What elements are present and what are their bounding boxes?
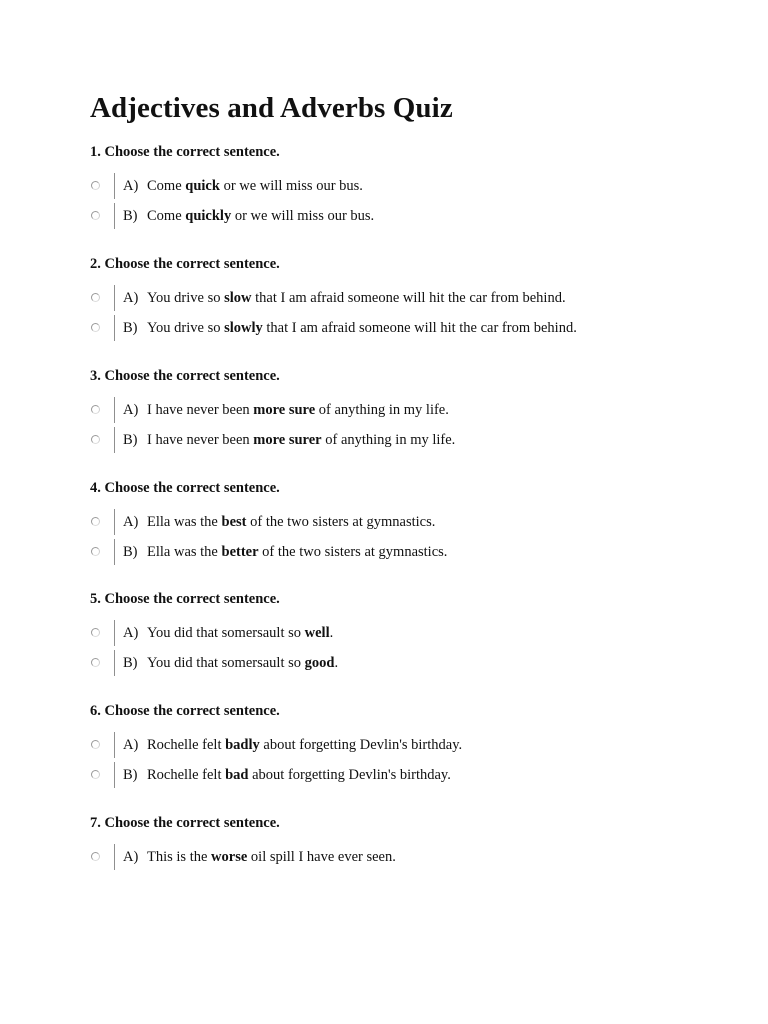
option-text-bold: good [304,655,335,671]
option-2b[interactable] [90,315,730,341]
question-5 [90,590,730,676]
option-text-pre: Come [147,178,186,194]
question-prompt: 1. Choose the correct sentence. [90,144,280,160]
option-text [147,762,451,788]
option-text-bold: badly [225,737,260,753]
option-text [147,732,462,758]
option-text [147,173,363,199]
question-6 [90,702,730,788]
option-text-bold: bad [225,767,249,783]
option-letter: A) [123,402,139,418]
option-text-bold: worse [211,849,248,865]
option-text-post: that I am afraid someone will hit the car from behind. [262,320,577,336]
option-text-post: or we will miss our bus. [231,208,375,224]
question-prompt: 2. Choose the correct sentence. [90,256,280,272]
radio-button-icon[interactable] [91,628,100,637]
option-letter: B) [123,655,138,671]
option-letter: A) [123,625,139,641]
option-divider [114,539,115,565]
option-text-bold: more sure [253,402,316,418]
option-text-bold: best [221,514,247,530]
option-text-pre: You drive so [147,290,225,306]
radio-button-icon[interactable] [91,517,100,526]
option-letter: A) [123,514,139,530]
option-letter: A) [123,849,139,865]
option-5a[interactable] [90,620,730,646]
radio-button-icon[interactable] [91,770,100,779]
option-letter: A) [123,290,139,306]
option-text-bold: quickly [185,208,232,224]
option-text [147,315,577,341]
radio-button-icon[interactable] [91,405,100,414]
option-divider [114,427,115,453]
radio-button-icon[interactable] [91,658,100,667]
option-text-post: of anything in my life. [321,432,456,448]
option-text-post: that I am afraid someone will hit the car from behind. [251,290,566,306]
option-text-post: . [334,655,339,671]
option-text [147,620,333,646]
option-text-bold: slow [224,290,252,306]
option-divider [114,509,115,535]
option-text [147,427,455,453]
option-1b[interactable] [90,203,730,229]
option-text-post: of the two sisters at gymnastics. [258,544,448,560]
option-6a[interactable] [90,732,730,758]
radio-button-icon[interactable] [91,740,100,749]
option-4b[interactable] [90,539,730,565]
option-text [147,285,566,311]
option-divider [114,397,115,423]
question-prompt: 7. Choose the correct sentence. [90,815,280,831]
question-3 [90,367,730,453]
radio-button-icon[interactable] [91,211,100,220]
option-text-bold: better [221,544,259,560]
option-divider [114,620,115,646]
radio-button-icon[interactable] [91,547,100,556]
option-divider [114,650,115,676]
option-text-post: or we will miss our bus. [219,178,363,194]
option-text [147,539,447,565]
radio-button-icon[interactable] [91,323,100,332]
option-text-bold: more surer [253,432,322,448]
page-title: Adjectives and Adverbs Quiz [90,92,453,124]
question-prompt: 3. Choose the correct sentence. [90,368,280,384]
question-prompt: 4. Choose the correct sentence. [90,480,280,496]
option-text-pre: Come [147,208,186,224]
option-divider [114,173,115,199]
option-text-bold: slowly [224,320,263,336]
option-1a[interactable] [90,173,730,199]
option-divider [114,285,115,311]
option-text-post: about forgetting Devlin's birthday. [259,737,463,753]
option-2a[interactable] [90,285,730,311]
option-text-post: oil spill I have ever seen. [247,849,396,865]
option-letter: B) [123,432,138,448]
option-text-pre: Rochelle felt [147,767,226,783]
option-letter: B) [123,544,138,560]
radio-button-icon[interactable] [91,852,100,861]
option-text-pre: Ella was the [147,514,222,530]
option-divider [114,315,115,341]
option-text-pre: I have never been [147,432,254,448]
option-6b[interactable] [90,762,730,788]
option-text [147,203,374,229]
radio-button-icon[interactable] [91,293,100,302]
option-letter: A) [123,178,139,194]
option-text-post: about forgetting Devlin's birthday. [248,767,451,783]
option-text-pre: You did that somersault so [147,655,305,671]
option-text-post: . [329,625,334,641]
option-text-bold: quick [185,178,220,194]
option-text-pre: You did that somersault so [147,625,305,641]
question-4 [90,479,730,565]
option-3a[interactable] [90,397,730,423]
option-text [147,509,435,535]
question-2 [90,255,730,341]
option-7a[interactable] [90,844,730,870]
option-text-post: of the two sisters at gymnastics. [246,514,436,530]
option-text [147,844,396,870]
option-divider [114,844,115,870]
option-text [147,397,449,423]
option-letter: A) [123,737,139,753]
option-divider [114,203,115,229]
option-letter: B) [123,767,138,783]
question-1 [90,143,730,229]
radio-button-icon[interactable] [91,435,100,444]
question-prompt: 5. Choose the correct sentence. [90,591,280,607]
option-letter: B) [123,320,138,336]
option-divider [114,732,115,758]
option-text-bold: well [304,625,330,641]
question-prompt: 6. Choose the correct sentence. [90,703,280,719]
option-text [147,650,338,676]
option-4a[interactable] [90,509,730,535]
option-3b[interactable] [90,427,730,453]
option-letter: B) [123,208,138,224]
option-divider [114,762,115,788]
question-7 [90,814,730,870]
option-text-pre: Ella was the [147,544,222,560]
option-5b[interactable] [90,650,730,676]
option-text-pre: This is the [147,849,212,865]
option-text-pre: I have never been [147,402,254,418]
option-text-pre: You drive so [147,320,225,336]
option-text-post: of anything in my life. [315,402,449,418]
option-text-pre: Rochelle felt [147,737,226,753]
radio-button-icon[interactable] [91,181,100,190]
